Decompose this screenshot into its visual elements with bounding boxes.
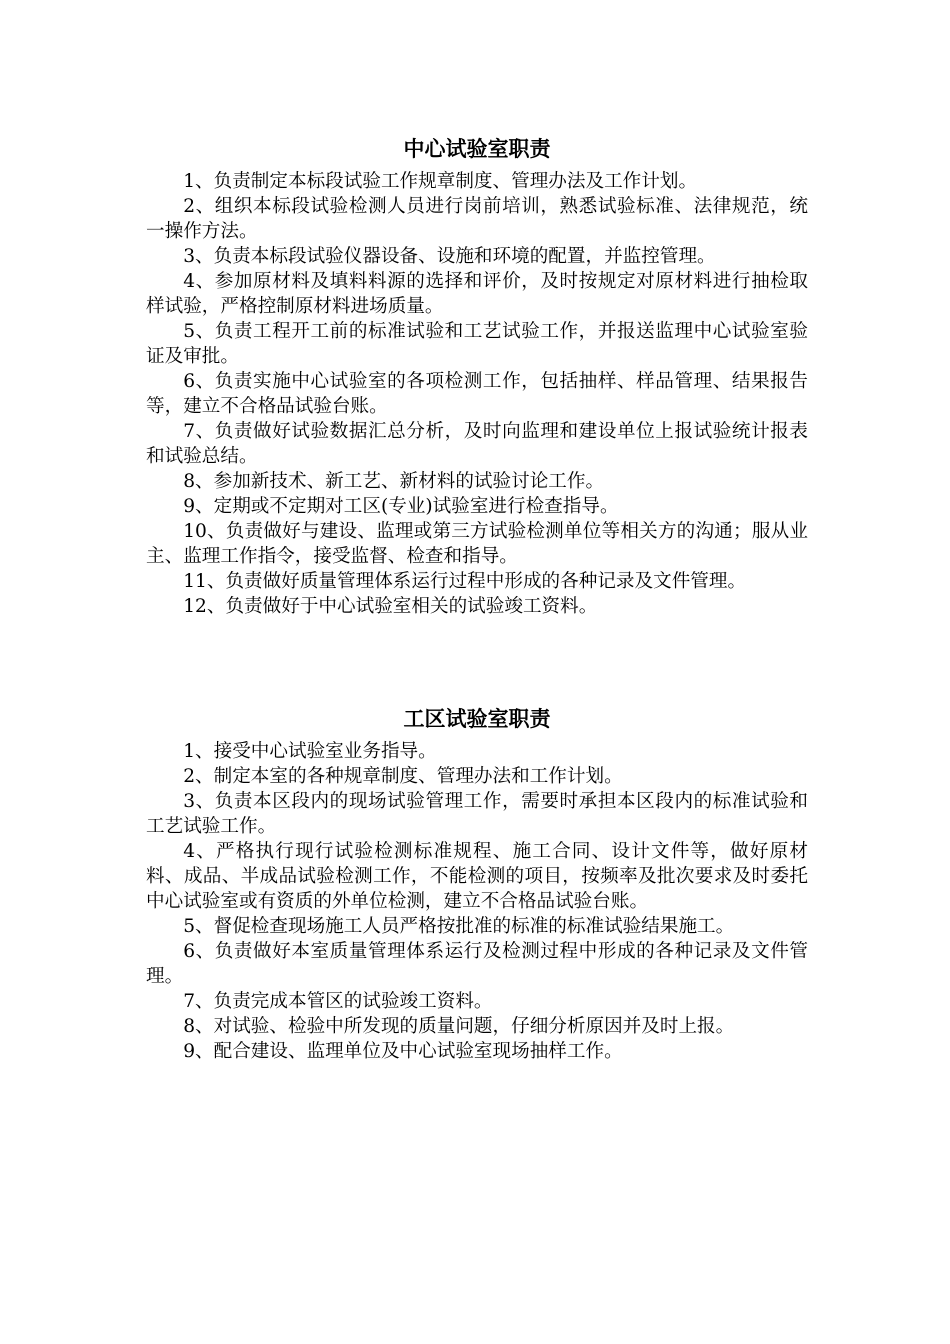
duty-item: 7、负责完成本管区的试验竣工资料。 bbox=[183, 991, 493, 1012]
section-title: 工区试验室职责 bbox=[403, 707, 551, 731]
duty-item: 10、负责做好与建设、监理或第三方试验检测单位等相关方的沟通；服从业主、监理工作指令，接受监督、检查和指导。 bbox=[146, 521, 808, 567]
duty-item: 9、定期或不定期对工区(专业)试验室进行检查指导。 bbox=[183, 496, 619, 517]
duty-item: 2、制定本室的各种规章制度、管理办法和工作计划。 bbox=[183, 766, 623, 787]
duty-item: 2、组织本标段试验检测人员进行岗前培训，熟悉试验标准、法律规范，统一操作方法。 bbox=[146, 196, 808, 242]
duty-item: 6、负责实施中心试验室的各项检测工作，包括抽样、样品管理、结果报告等，建立不合格品试验台账。 bbox=[146, 371, 808, 417]
central-lab-duties-section bbox=[146, 133, 808, 619]
duty-item: 9、配合建设、监理单位及中心试验室现场抽样工作。 bbox=[183, 1041, 623, 1062]
duty-list bbox=[146, 169, 808, 619]
duty-item: 1、接受中心试验室业务指导。 bbox=[183, 741, 437, 762]
duty-item: 7、负责做好试验数据汇总分析，及时向监理和建设单位上报试验统计报表和试验总结。 bbox=[146, 421, 808, 467]
duty-item: 12、负责做好于中心试验室相关的试验竣工资料。 bbox=[183, 596, 598, 617]
duty-item: 8、对试验、检验中所发现的质量问题，仔细分析原因并及时上报。 bbox=[183, 1016, 735, 1037]
duty-item: 3、负责本区段内的现场试验管理工作，需要时承担本区段内的标准试验和工艺试验工作。 bbox=[146, 791, 808, 837]
duty-item: 6、负责做好本室质量管理体系运行及检测过程中形成的各种记录及文件管理。 bbox=[146, 941, 808, 987]
section-title: 中心试验室职责 bbox=[403, 137, 551, 161]
duty-item: 3、负责本标段试验仪器设备、设施和环境的配置，并监控管理。 bbox=[183, 246, 716, 267]
duty-item: 1、负责制定本标段试验工作规章制度、管理办法及工作计划。 bbox=[183, 171, 698, 192]
duty-list bbox=[146, 739, 808, 1064]
duty-item: 5、督促检查现场施工人员严格按批准的标准的标准试验结果施工。 bbox=[183, 916, 735, 937]
duty-item: 8、参加新技术、新工艺、新材料的试验讨论工作。 bbox=[183, 471, 605, 492]
duty-item: 4、严格执行现行试验检测标准规程、施工合同、设计文件等，做好原材料、成品、半成品试验检测工作，不能检测的项目，按频率及批次要求及时委托中心试验室或有资质的外单位检测，建立不合格品试验台账。 bbox=[146, 841, 808, 912]
duty-item: 5、负责工程开工前的标准试验和工艺试验工作，并报送监理中心试验室验证及审批。 bbox=[146, 321, 808, 367]
duty-item: 11、负责做好质量管理体系运行过程中形成的各种记录及文件管理。 bbox=[183, 571, 747, 592]
site-lab-duties-section bbox=[146, 703, 808, 1064]
duty-item: 4、参加原材料及填料料源的选择和评价，及时按规定对原材料进行抽检取样试验，严格控制原材料进场质量。 bbox=[146, 271, 808, 317]
